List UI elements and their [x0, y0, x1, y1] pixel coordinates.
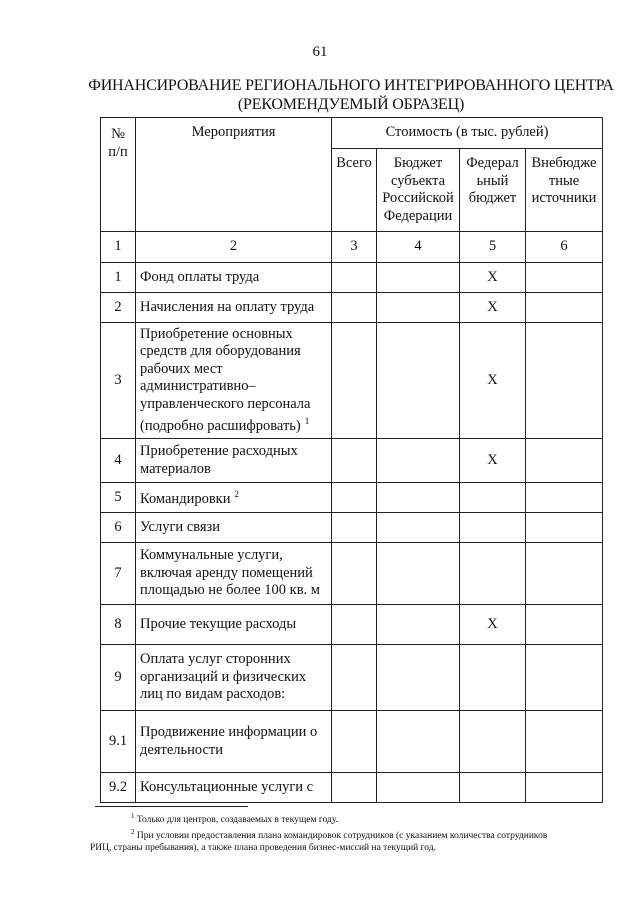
row-event	[136, 263, 332, 293]
row-event	[136, 711, 332, 773]
footnote-mark: 1	[131, 812, 135, 820]
table-row	[101, 513, 603, 543]
header-regional-budget: Бюджет субъекта Российской Федерации	[377, 149, 460, 232]
header-row-1	[101, 118, 603, 149]
cell-extra-sources	[526, 645, 603, 711]
row-number: 4	[101, 439, 136, 483]
column-number: 2	[136, 232, 332, 263]
cell-extra-sources	[526, 263, 603, 293]
column-number-row	[101, 232, 603, 263]
cell-total	[332, 543, 377, 605]
column-number: 4	[377, 232, 460, 263]
cell-total	[332, 263, 377, 293]
cell-federal-budget	[460, 483, 526, 513]
header-event: Мероприятия	[136, 118, 332, 232]
cell-total	[332, 773, 377, 803]
event-line: материалов	[140, 460, 211, 477]
row-number: 2	[101, 293, 136, 323]
cell-total	[332, 323, 377, 439]
cell-federal-budget	[460, 543, 526, 605]
row-event	[136, 483, 332, 513]
row-event	[136, 439, 332, 483]
table-row	[101, 605, 603, 645]
cell-extra-sources	[526, 711, 603, 773]
table-row	[101, 439, 603, 483]
row-number: 9	[101, 645, 136, 711]
cell-total	[332, 711, 377, 773]
cell-regional-budget	[377, 293, 460, 323]
event-line: площадью не более 100 кв. м	[140, 582, 320, 599]
title-line-2: (РЕКОМЕНДУЕМЫЙ ОБРАЗЕЦ)	[237, 96, 465, 113]
cell-federal-budget	[460, 773, 526, 803]
footnote-ref: 2	[234, 489, 239, 500]
cell-regional-budget	[377, 645, 460, 711]
event-line: административно–	[140, 378, 256, 395]
row-event	[136, 543, 332, 605]
cell-extra-sources	[526, 513, 603, 543]
column-number: 5	[460, 232, 526, 263]
footnote-2-continued: РИЦ, страны пребывания), а также плана проведения бизнес-миссий на текущий год.	[90, 843, 436, 854]
table-row	[101, 323, 603, 439]
row-number: 9.2	[101, 773, 136, 803]
table-row	[101, 293, 603, 323]
cell-regional-budget	[377, 439, 460, 483]
row-number: 7	[101, 543, 136, 605]
row-number: 6	[101, 513, 136, 543]
table-row	[101, 263, 603, 293]
table-row	[101, 773, 603, 803]
cell-extra-sources	[526, 439, 603, 483]
event-line: Консультационные услуги с	[140, 778, 314, 795]
table-row	[101, 483, 603, 513]
row-event	[136, 645, 332, 711]
cell-federal-budget: Х	[460, 323, 526, 439]
row-number: 8	[101, 605, 136, 645]
header-total: Всего	[332, 149, 377, 232]
cell-federal-budget: Х	[460, 263, 526, 293]
cell-extra-sources	[526, 323, 603, 439]
row-event	[136, 773, 332, 803]
cell-federal-budget	[460, 711, 526, 773]
table-row	[101, 711, 603, 773]
footnote-divider	[95, 806, 248, 807]
cell-regional-budget	[377, 323, 460, 439]
column-number: 1	[101, 232, 136, 263]
financing-table	[100, 117, 603, 803]
footnote-mark: 2	[131, 828, 135, 837]
event-line: Услуги связи	[140, 518, 221, 535]
event-line: включая аренду помещений	[140, 564, 313, 581]
event-line: Приобретение основных	[140, 325, 293, 342]
table-row	[101, 645, 603, 711]
column-number: 6	[526, 232, 603, 263]
row-event	[136, 323, 332, 439]
cell-total	[332, 293, 377, 323]
event-line: Фонд оплаты труда	[140, 268, 260, 285]
cell-extra-sources	[526, 293, 603, 323]
event-line: Коммунальные услуги,	[140, 547, 283, 564]
cell-federal-budget	[460, 645, 526, 711]
event-line: Командировки $^2$	[140, 489, 239, 508]
cell-regional-budget	[377, 483, 460, 513]
event-line: рабочих мест	[140, 360, 223, 377]
cell-extra-sources	[526, 605, 603, 645]
page-number: 61	[312, 44, 328, 60]
row-number: 1	[101, 263, 136, 293]
cell-total	[332, 483, 377, 513]
cell-regional-budget	[377, 263, 460, 293]
row-number: 9.1	[101, 711, 136, 773]
row-number: 5	[101, 483, 136, 513]
row-event	[136, 605, 332, 645]
document-title	[0, 76, 640, 114]
event-line: лиц по видам расходов:	[140, 686, 286, 703]
cell-federal-budget	[460, 513, 526, 543]
column-number: 3	[332, 232, 377, 263]
footnote-2	[95, 826, 615, 842]
row-event	[136, 513, 332, 543]
cell-federal-budget: Х	[460, 605, 526, 645]
cell-regional-budget	[377, 605, 460, 645]
event-line: Начисления на оплату труда	[140, 298, 315, 315]
footnote-1	[95, 810, 615, 826]
event-line: средств для оборудования	[140, 343, 301, 360]
cell-extra-sources	[526, 483, 603, 513]
cell-extra-sources	[526, 773, 603, 803]
cell-total	[332, 645, 377, 711]
cell-total	[332, 513, 377, 543]
event-line: управленческого персонала	[140, 395, 311, 412]
cell-extra-sources	[526, 543, 603, 605]
row-number: 3	[101, 323, 136, 439]
table-row	[101, 543, 603, 605]
event-line: деятельности	[140, 741, 224, 758]
title-line-1: ФИНАНСИРОВАНИЕ РЕГИОНАЛЬНОГО ИНТЕГРИРОВАННОГО ЦЕНТРА	[88, 77, 614, 94]
row-event	[136, 293, 332, 323]
header-federal-budget: Федерал ьный бюджет	[460, 149, 526, 232]
cell-regional-budget	[377, 773, 460, 803]
event-line: организаций и физических	[140, 668, 307, 685]
cell-regional-budget	[377, 513, 460, 543]
header-extra-sources: Внебюдже тные источники	[526, 149, 603, 232]
event-line: Продвижение информации о	[140, 724, 318, 740]
cell-total	[332, 605, 377, 645]
footnote-text: Только для центров, создаваемых в текущем году.	[136, 815, 339, 826]
footnote-ref: 1	[304, 416, 310, 427]
header-cost: Стоимость (в тыс. рублей)	[332, 118, 603, 149]
event-line: Приобретение расходных	[140, 443, 298, 459]
event-line: Прочие текущие расходы	[140, 615, 297, 632]
cell-regional-budget	[377, 543, 460, 605]
cell-total	[332, 439, 377, 483]
event-line: Оплата услуг сторонних	[140, 651, 291, 668]
header-number: № п/п	[101, 118, 136, 232]
cell-regional-budget	[377, 711, 460, 773]
cell-federal-budget: Х	[460, 293, 526, 323]
footnote-text: При условии предоставления плана командировок сотрудников (с указанием количества сотрудников	[136, 831, 548, 842]
cell-federal-budget: Х	[460, 439, 526, 483]
event-line: (подробно расшифровать) $^1$	[140, 416, 310, 434]
